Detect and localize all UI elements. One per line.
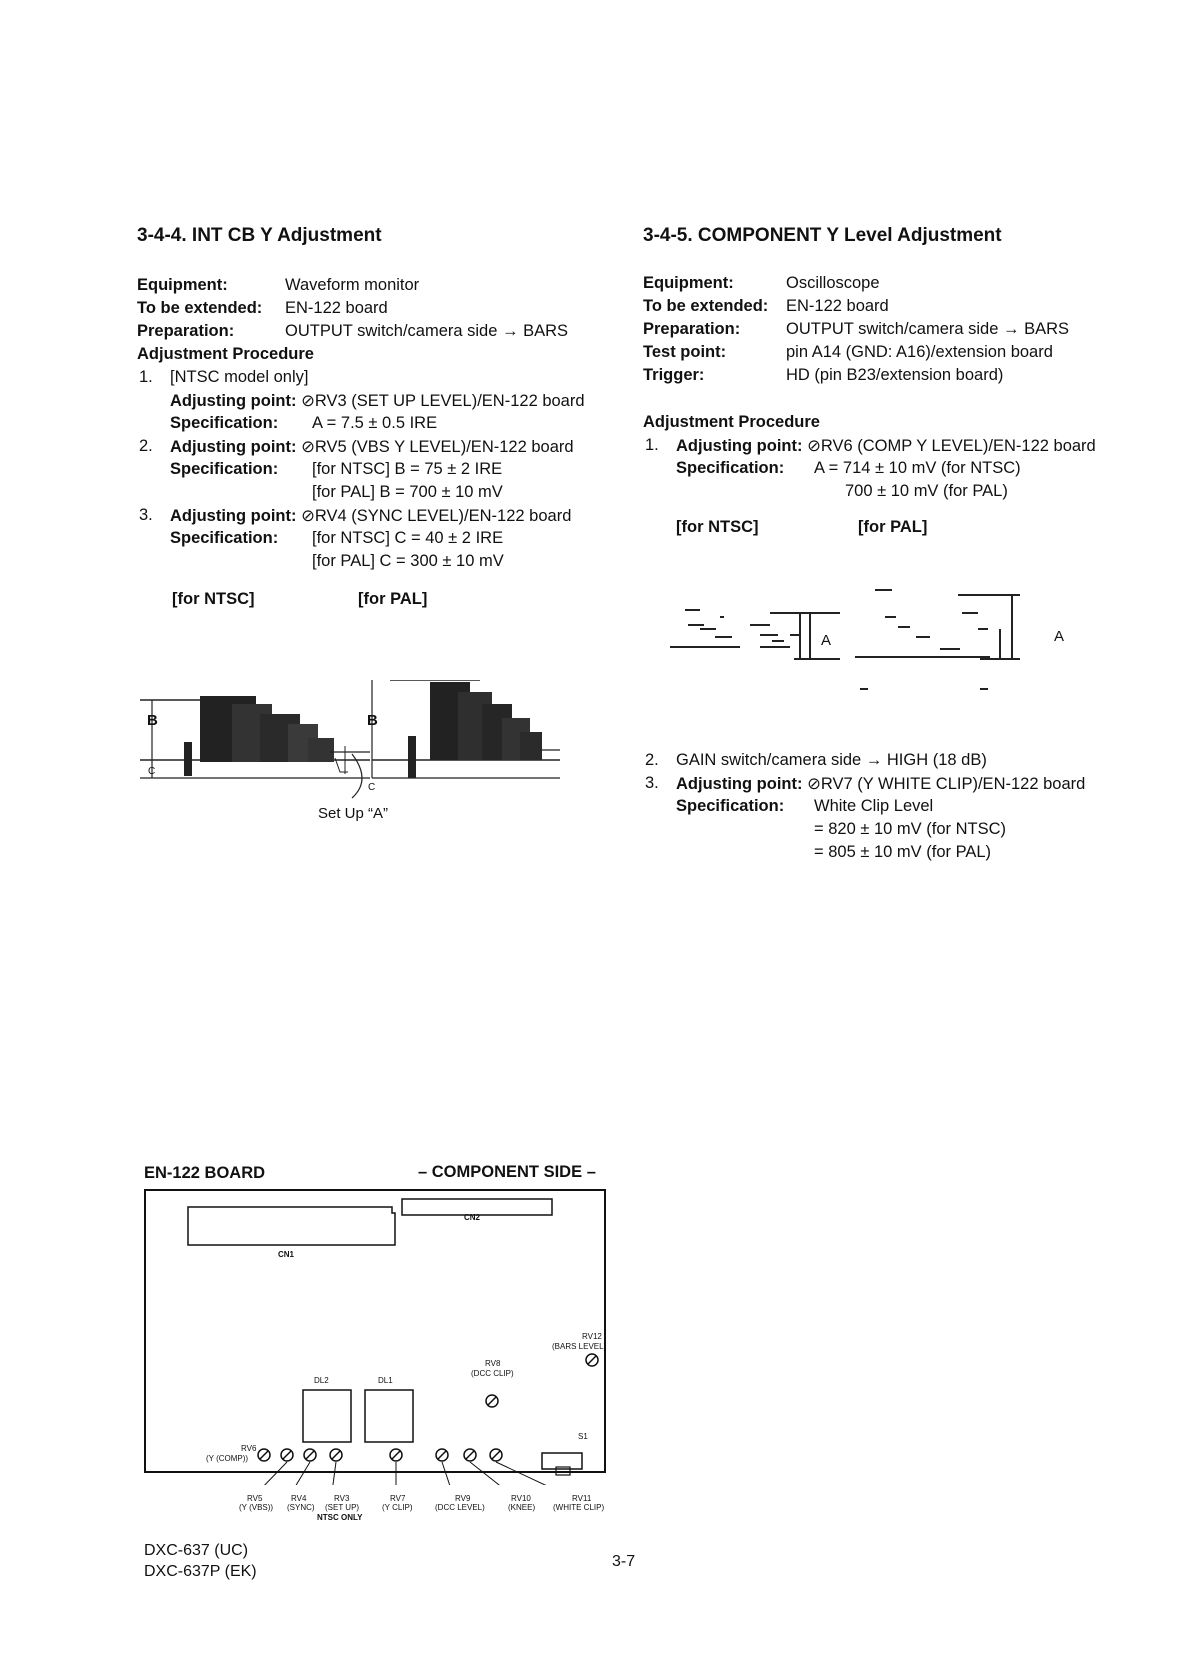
left-step1-text: [NTSC model only] [170,368,309,386]
trigger-label: Trigger: [643,366,705,384]
wave-label-c-pal: C [368,782,376,793]
right-procedure-title: Adjustment Procedure [643,413,820,431]
rv8-label: RV8 [485,1359,501,1368]
rv9-desc: (DCC LEVEL) [435,1503,485,1512]
left-step1-num: 1. [139,368,153,386]
right-step1-num: 1. [645,436,659,454]
spec-label: Specification: [676,459,785,477]
left-preparation-row [137,322,569,341]
spec-value: A = 7.5 ± 0.5 IRE [312,414,438,432]
extended-label: To be extended: [643,297,769,315]
right-step3-spec [676,797,934,816]
board-diagram [140,1185,620,1485]
equipment-label: Equipment: [643,274,734,292]
right-step1-spec2: 700 ± 10 mV (for PAL) [845,482,1008,500]
rv5-desc: (Y (VBS)) [239,1503,274,1512]
preparation-value: OUTPUT switch/camera side → BARS [285,322,569,340]
rv4-label: RV4 [291,1494,307,1503]
right-extended-row [643,297,889,316]
rv10-label: RV10 [511,1494,531,1503]
rv6-desc: (Y (COMP)) [206,1454,249,1463]
rv7-desc: (Y CLIP) [382,1503,413,1512]
adjust-label: Adjusting point: [170,507,297,525]
rv4-desc: (SYNC) [287,1503,315,1512]
trigger-value: HD (pin B23/extension board) [786,366,1004,384]
right-fig-pal-label: [for PAL] [858,518,928,536]
rv12-desc: (BARS LEVEL) [552,1342,607,1351]
left-fig-pal-label: [for PAL] [358,590,428,608]
extended-value: EN-122 board [285,299,388,317]
adjust-value: ⊘RV5 (VBS Y LEVEL)/EN-122 board [301,438,574,456]
spec-value: White Clip Level [814,797,934,815]
right-testpoint-row [643,343,1053,362]
wave-label-b-ntsc: B [147,712,158,729]
right-step3-spec2: = 805 ± 10 mV (for PAL) [814,843,992,861]
equipment-value: Oscilloscope [786,274,880,292]
dl1-label: DL1 [378,1376,393,1385]
board-side-label: – COMPONENT SIDE – [418,1163,596,1181]
left-step1-adjust [170,391,585,411]
right-fig-ntsc-label: [for NTSC] [676,518,759,536]
dl1-component [365,1390,413,1442]
right-trigger-row [643,366,1004,385]
extended-value: EN-122 board [786,297,889,315]
adjust-label: Adjusting point: [170,392,297,410]
left-step3-spec [170,529,504,548]
spec-label: Specification: [170,529,279,547]
left-step2-num: 2. [139,437,153,455]
dl2-component [303,1390,351,1442]
spec-value: [for NTSC] B = 75 ± 2 IRE [312,460,503,478]
left-step1-spec [170,414,438,433]
extended-label: To be extended: [137,299,263,317]
left-fig-ntsc-label: [for NTSC] [172,590,255,608]
left-equipment-row [137,276,420,295]
pal-step-waveform [855,590,1020,689]
adjust-value: ⊘RV4 (SYNC LEVEL)/EN-122 board [301,507,572,525]
left-section-heading: 3-4-4. INT CB Y Adjustment [137,225,382,246]
spec-label: Specification: [170,460,279,478]
left-extended-row [137,299,388,318]
right-section-heading: 3-4-5. COMPONENT Y Level Adjustment [643,225,1002,246]
rv8-desc: (DCC CLIP) [471,1369,514,1378]
left-step3-spec2: [for PAL] C = 300 ± 10 mV [312,552,504,570]
testpoint-label: Test point: [643,343,727,361]
right-equipment-row [643,274,880,293]
rv11-label: RV11 [572,1494,592,1503]
cn1-label: CN1 [278,1250,295,1259]
board-title: EN-122 BOARD [144,1164,266,1182]
adjust-value: ⊘RV3 (SET UP LEVEL)/EN-122 board [301,392,585,410]
dl2-label: DL2 [314,1376,329,1385]
preparation-label: Preparation: [643,320,741,338]
s1-label: S1 [578,1432,588,1441]
right-step3-num: 3. [645,774,659,792]
right-step1-spec [676,459,1021,478]
adjust-label: Adjusting point: [170,438,297,456]
adjust-value: ⊘RV7 (Y WHITE CLIP)/EN-122 board [807,775,1086,793]
equipment-label: Equipment: [137,276,228,294]
left-step3-adjust [170,506,571,526]
page-number: 3-7 [612,1553,636,1570]
rv10-desc: (KNEE) [508,1503,536,1512]
spec-label: Specification: [170,414,279,432]
adjust-label: Adjusting point: [676,437,803,455]
left-step2-spec2: [for PAL] B = 700 ± 10 mV [312,483,503,501]
rv9-label: RV9 [455,1494,471,1503]
preparation-value: OUTPUT switch/camera side → BARS [786,320,1070,338]
right-waveform-figure [660,585,1080,695]
cn1-connector [188,1207,395,1245]
spec-value: A = 714 ± 10 mV (for NTSC) [814,459,1021,477]
testpoint-value: pin A14 (GND: A16)/extension board [786,343,1053,361]
ntsc-only-label: NTSC ONLY [317,1513,363,1522]
footer-model-uc: DXC-637 (UC) [144,1542,249,1559]
right-preparation-row [643,320,1070,339]
board-outline [145,1190,605,1472]
preparation-label: Preparation: [137,322,235,340]
left-procedure-title: Adjustment Procedure [137,345,314,363]
rv3-label: RV3 [334,1494,350,1503]
right-step2-num: 2. [645,751,659,769]
rv11-desc: (WHITE CLIP) [553,1503,605,1512]
left-step2-adjust [170,437,574,457]
equipment-value: Waveform monitor [285,276,420,294]
adjust-value: ⊘RV6 (COMP Y LEVEL)/EN-122 board [807,437,1096,455]
pal-waveform [372,680,560,778]
right-step3-spec1: = 820 ± 10 mV (for NTSC) [814,820,1006,838]
right-step3-adjust [676,774,1085,794]
right-step2-text: GAIN switch/camera side → HIGH (18 dB) [676,751,987,769]
adjust-label: Adjusting point: [676,775,803,793]
left-step2-spec [170,460,503,479]
rv5-label: RV5 [247,1494,263,1503]
ntsc-waveform [140,696,370,798]
footer-model-ek: DXC-637P (EK) [144,1563,257,1580]
spec-value: [for NTSC] C = 40 ± 2 IRE [312,529,504,547]
left-step3-num: 3. [139,506,153,524]
rv6-label: RV6 [241,1444,257,1453]
rv7-label: RV7 [390,1494,406,1503]
setup-a-label: Set Up “A” [318,805,389,822]
ntsc-step-waveform [670,610,840,659]
wave-label-a-pal: A [1054,628,1065,645]
cn2-label: CN2 [464,1213,481,1222]
rv12-label: RV12 [582,1332,602,1341]
spec-label: Specification: [676,797,785,815]
wave-label-c-ntsc: C [148,766,156,777]
wave-label-a-ntsc: A [821,632,832,649]
right-step1-adjust [676,436,1096,456]
rv3-desc: (SET UP) [325,1503,360,1512]
wave-label-b-pal: B [367,712,378,729]
